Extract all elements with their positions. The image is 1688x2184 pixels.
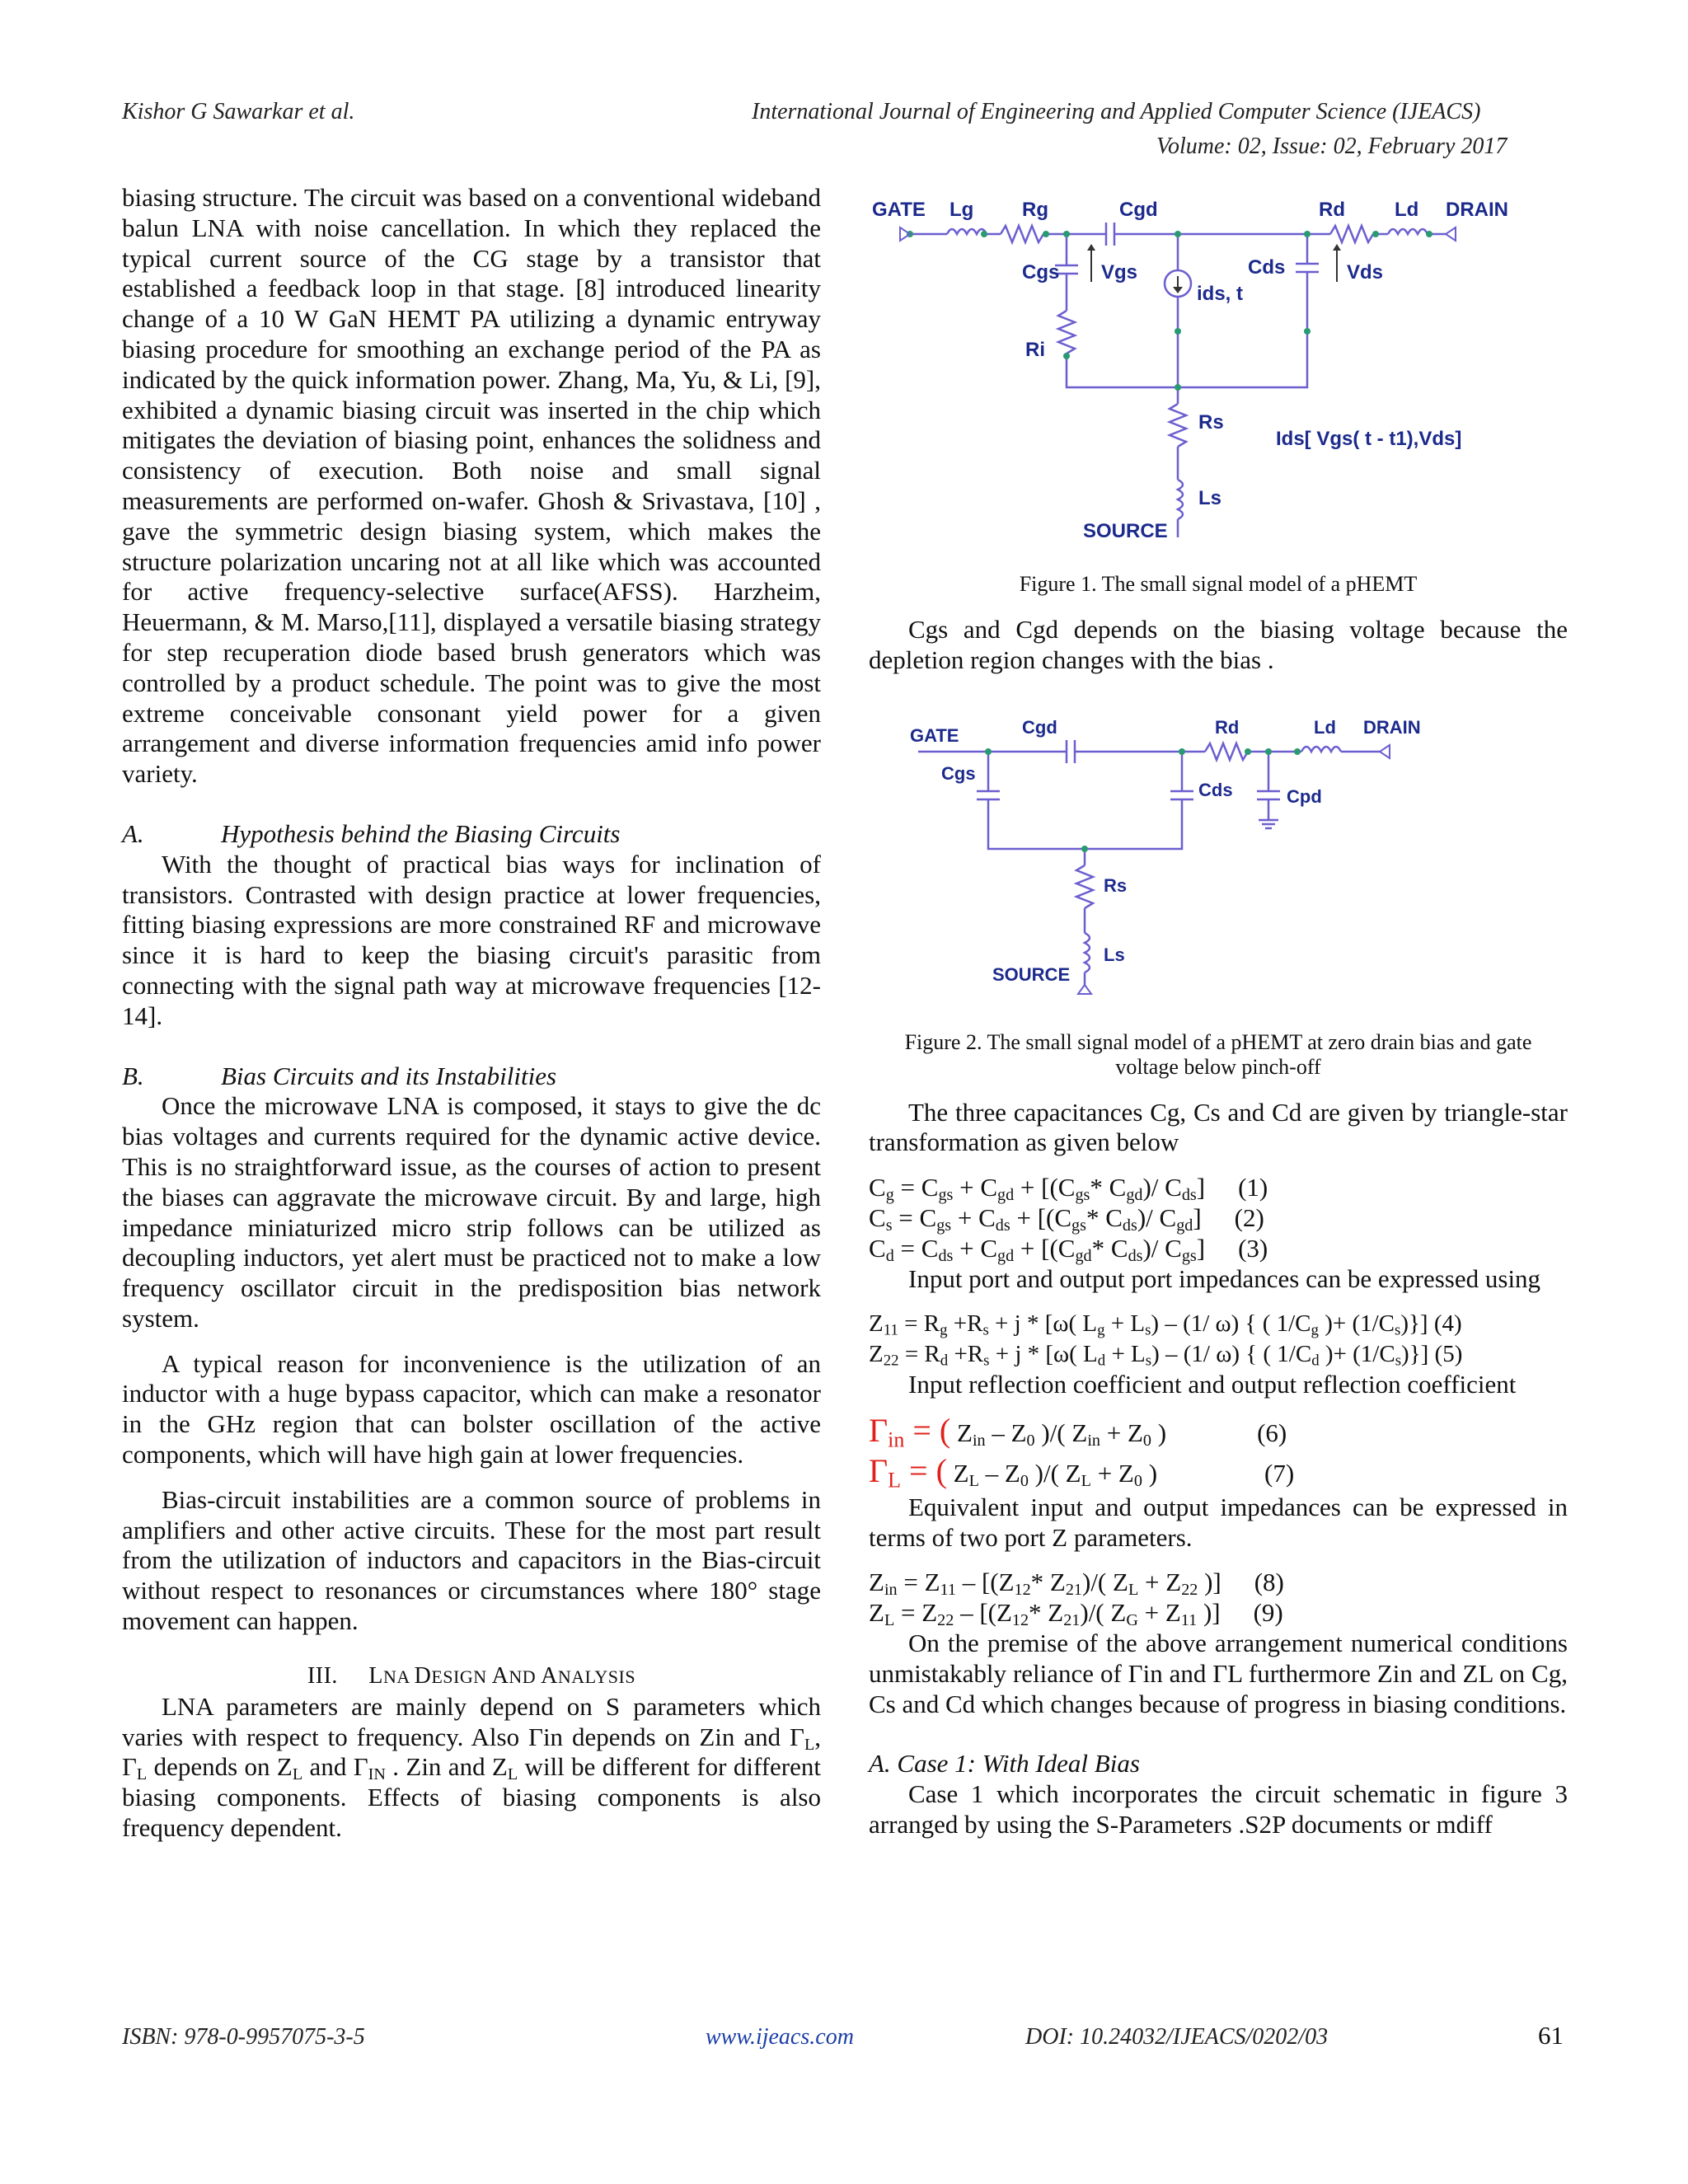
footer-isbn: ISBN: 978-0-9957075-3-5 (122, 2024, 365, 2050)
fig1-label-rs: Rs (1198, 411, 1224, 434)
fig1-label-cds: Cds (1248, 256, 1286, 279)
section-a-title: Hypothesis behind the Biasing Circuits (221, 818, 621, 848)
fig1-label-cgs: Cgs (1022, 261, 1060, 284)
paragraph-port-impedances: Input port and output port impedances can be expressed using (908, 1263, 1541, 1293)
fig2-label-cgd: Cgd (1022, 716, 1057, 738)
paragraph-equivalent: Equivalent input and output impedances can be expressed in terms of two port Z parameters. (869, 1492, 1568, 1552)
figure-1 (869, 183, 1568, 570)
figure-2-caption-line1: Figure 2. The small signal model of a pHEMT at zero drain bias and gate (904, 1029, 1532, 1054)
fig1-label-lg: Lg (950, 199, 974, 221)
fig2-label-cgs: Cgs (941, 762, 976, 784)
equation-5: $Z_{22} = R_d +R_s + j * [\omega$( $L_d + L_s) - (1/$ ω) { ( $1/C_d$ )+ $(1/C_s)$}] (5) (869, 1341, 1463, 1370)
fig1-label-ri: Ri (1025, 339, 1045, 361)
fig1-label-ls: Ls (1198, 487, 1222, 509)
running-volume: Volume: 02, Issue: 02, February 2017 (1156, 134, 1507, 159)
equation-9: $Z_L = Z_{22} - [(Z_{12}*$ $Z_{21})/$( $Z_G + Z_{11}$ )] (9) (869, 1598, 1283, 1630)
paragraph-premise: On the premise of the above arrangement numerical conditions unmistakably reliance of Γin and ΓL furthermore Zin and ZL on Cg, Cs and Cd which changes because of progress in biasing conditions. (869, 1628, 1568, 1718)
running-author: Kishor G Sawarkar et al. (122, 99, 355, 124)
fig2-label-gate: GATE (910, 724, 959, 746)
equation-6: $\Gamma_{in}$ = ( $Z_{in} - Z_0$ )/( $Z_{in} + Z_0$ ) (6) (869, 1411, 1287, 1452)
fig1-label-drain: DRAIN (1446, 199, 1508, 221)
paragraph-section-a: With the thought of practical bias ways for inclination of transistors. Contrasted with design practice at lower frequencies, fitting biasing expressions are more constrained RF and microwave since it is hard to keep the biasing circuit's parasitic from connecting with the signal path way at microwave frequencies [12-14]. (122, 849, 821, 1030)
equation-3: $C_d = C_{ds} + C_{gd} + [(C_{gd}*$ $C_{ds})/$ $C_{gs}$] (3) (869, 1233, 1268, 1265)
fig2-label-source: SOURCE (992, 963, 1071, 985)
fig1-label-cgd: Cgd (1119, 199, 1158, 221)
fig2-label-rd: Rd (1215, 716, 1240, 738)
fig2-label-cpd: Cpd (1287, 785, 1322, 807)
section-b-heading (122, 1062, 821, 1092)
figure-1-schematic (869, 183, 1568, 570)
fig1-label-ld: Ld (1395, 199, 1419, 221)
footer-doi: DOI: 10.24032/IJEACS/0202/03 (1025, 2024, 1329, 2050)
fig1-label-vds: Vds (1347, 261, 1384, 284)
section-b-title: Bias Circuits and its Instabilities (221, 1061, 557, 1090)
paragraph-reflection: Input reflection coefficient and output reflection coefficient (908, 1369, 1517, 1399)
paragraph-case-1: Case 1 which incorporates the circuit schematic in figure 3 arranged by using the S-Parameters .S2P documents or mdiff (869, 1779, 1568, 1839)
figure-2 (869, 701, 1568, 1030)
fig1-label-rd: Rd (1319, 199, 1345, 221)
equation-7: $\Gamma_L$ = ( $Z_L - Z_0$ )/( $Z_L + Z_0$ ) (7) (869, 1451, 1295, 1493)
paragraph-cgs-cgd: Cgs and Cgd depends on the biasing voltage because the depletion region changes with the bias . (869, 615, 1568, 674)
paragraph-section-b-1: Once the microwave LNA is composed, it stays to give the dc bias voltages and currents required for the dynamic active device. This is no straightforward issue, as the courses of action to present the biases can aggravate the microwave circuit. By and large, high impedance miniaturized micro strip follows can be utilized as decoupling inductors, yet alert must be practiced not to make a low frequency oscillator circuit in the predisposition bias network system. (122, 1091, 821, 1333)
paragraph-section-iii: LNA parameters are mainly depend on S parameters which varies with respect to frequency. Also Γin depends on Zin and $\Gamma_L$, $\Gamma_L$ depends on $Z_L$ and $\Gamma_{IN}$ . Zin and $Z_L$ will be different for different biasing components. Effects of biasing components is also frequency dependent. (122, 1691, 821, 1843)
fig2-label-ls: Ls (1104, 944, 1125, 965)
fig1-label-ids: ids, t (1197, 283, 1244, 305)
running-journal: International Journal of Engineering and Applied Computer Science (IJEACS) (752, 99, 1481, 124)
figure-2-schematic (869, 701, 1568, 1030)
left-column (122, 183, 821, 1844)
figure-2-caption-line2: voltage below pinch-off (1115, 1054, 1321, 1079)
fig2-label-drain: DRAIN (1363, 716, 1421, 738)
paragraph-section-b-2: A typical reason for inconvenience is the utilization of an inductor with a huge bypass capacitor, which can make a resonator in the GHz region that can bolster oscillation of the active components, which will have high gain at lower frequencies. (122, 1348, 821, 1469)
section-iii-heading: III. LNA DESIGN AND ANALYSIS (307, 1662, 636, 1689)
case-1-heading: A. Case 1: With Ideal Bias (869, 1749, 1140, 1779)
figure-1-caption: Figure 1. The small signal model of a pHEMT (1019, 572, 1418, 596)
paragraph-section-b-3: Bias-circuit instabilities are a common source of problems in amplifiers and other active circuits. These for the most part result from the utilization of inductors and capacitors in the Bias-circuit without respect to resonances or circumstances where 180° stage movement can happen. (122, 1484, 821, 1636)
section-b-number: B. (122, 1061, 144, 1090)
page-number: 61 (1538, 2021, 1564, 2050)
fig2-label-ld: Ld (1314, 716, 1336, 738)
equation-2: $C_s = C_{gs} + C_{ds} + [(C_{gs}*$ $C_{ds})/$ $C_{gd}$] (2) (869, 1202, 1264, 1235)
section-a-number: A. (122, 818, 144, 848)
fig1-label-vgs: Vgs (1101, 261, 1138, 284)
equation-4: $Z_{11} = R_g +R_s + j * [\omega$( $L_g + L_s) - (1/$ ω) { ( $1/C_g$ )+ $(1/C_s)$}] (4) (869, 1310, 1462, 1340)
fig1-label-gate: GATE (872, 199, 926, 221)
fig1-label-source: SOURCE (1083, 520, 1168, 542)
fig1-label-rg: Rg (1022, 199, 1048, 221)
paragraph-intro: biasing structure. The circuit was based on a conventional wideband balun LNA with noise cancellation. In which they replaced the typical current source of the CG stage by a transistor that established a feedback loop in that stage. [8] introduced linearity change of a 10 W GaN HEMT PA utilizing a dynamic entryway biasing procedure for smoothing an exchange period of the PA as indicated by the quick information power. Zhang, Ma, Yu, & Li, [9], exhibited a dynamic biasing circuit was inserted in the chip which mitigates the deviation of biasing point, enhances the solidness and consistency of execution. Both noise and small signal measurements are performed on-wafer. Ghosh & Srivastava, [10] , gave the symmetric design biasing system, which makes the structure polarization uncaring not at all like which was accounted for active frequency-selective surface(AFSS). Harzheim, Heuermann, & M. Marso,[11], displayed a versatile biasing strategy for step recuperation diode based brush generators which was controlled by a product schedule. The point was to give the most extreme conceivable consonant yield power for a given arrangement and diverse information frequencies amid info power variety. (122, 183, 821, 789)
footer-url[interactable]: www.ijeacs.com (706, 2024, 854, 2050)
equation-8: $Z_{in} = Z_{11} - [(Z_{12}*$ $Z_{21})/$( $Z_L + Z_{22}$ )] (8) (869, 1568, 1284, 1600)
equation-1: $C_g = C_{gs} + C_{gd} + [(C_{gs}*$ $C_{gd})/$ $C_{ds}$] (1) (869, 1173, 1268, 1205)
fig1-label-ids-expression: Ids[ Vgs( t - t1),Vds] (1276, 428, 1462, 450)
right-column (869, 183, 1568, 1840)
paragraph-three-capacitances: The three capacitances Cg, Cs and Cd are given by triangle-star transformation as given below (869, 1097, 1568, 1157)
fig2-label-cds: Cds (1198, 779, 1233, 800)
fig2-label-rs: Rs (1104, 874, 1128, 896)
section-a-heading (122, 819, 821, 850)
